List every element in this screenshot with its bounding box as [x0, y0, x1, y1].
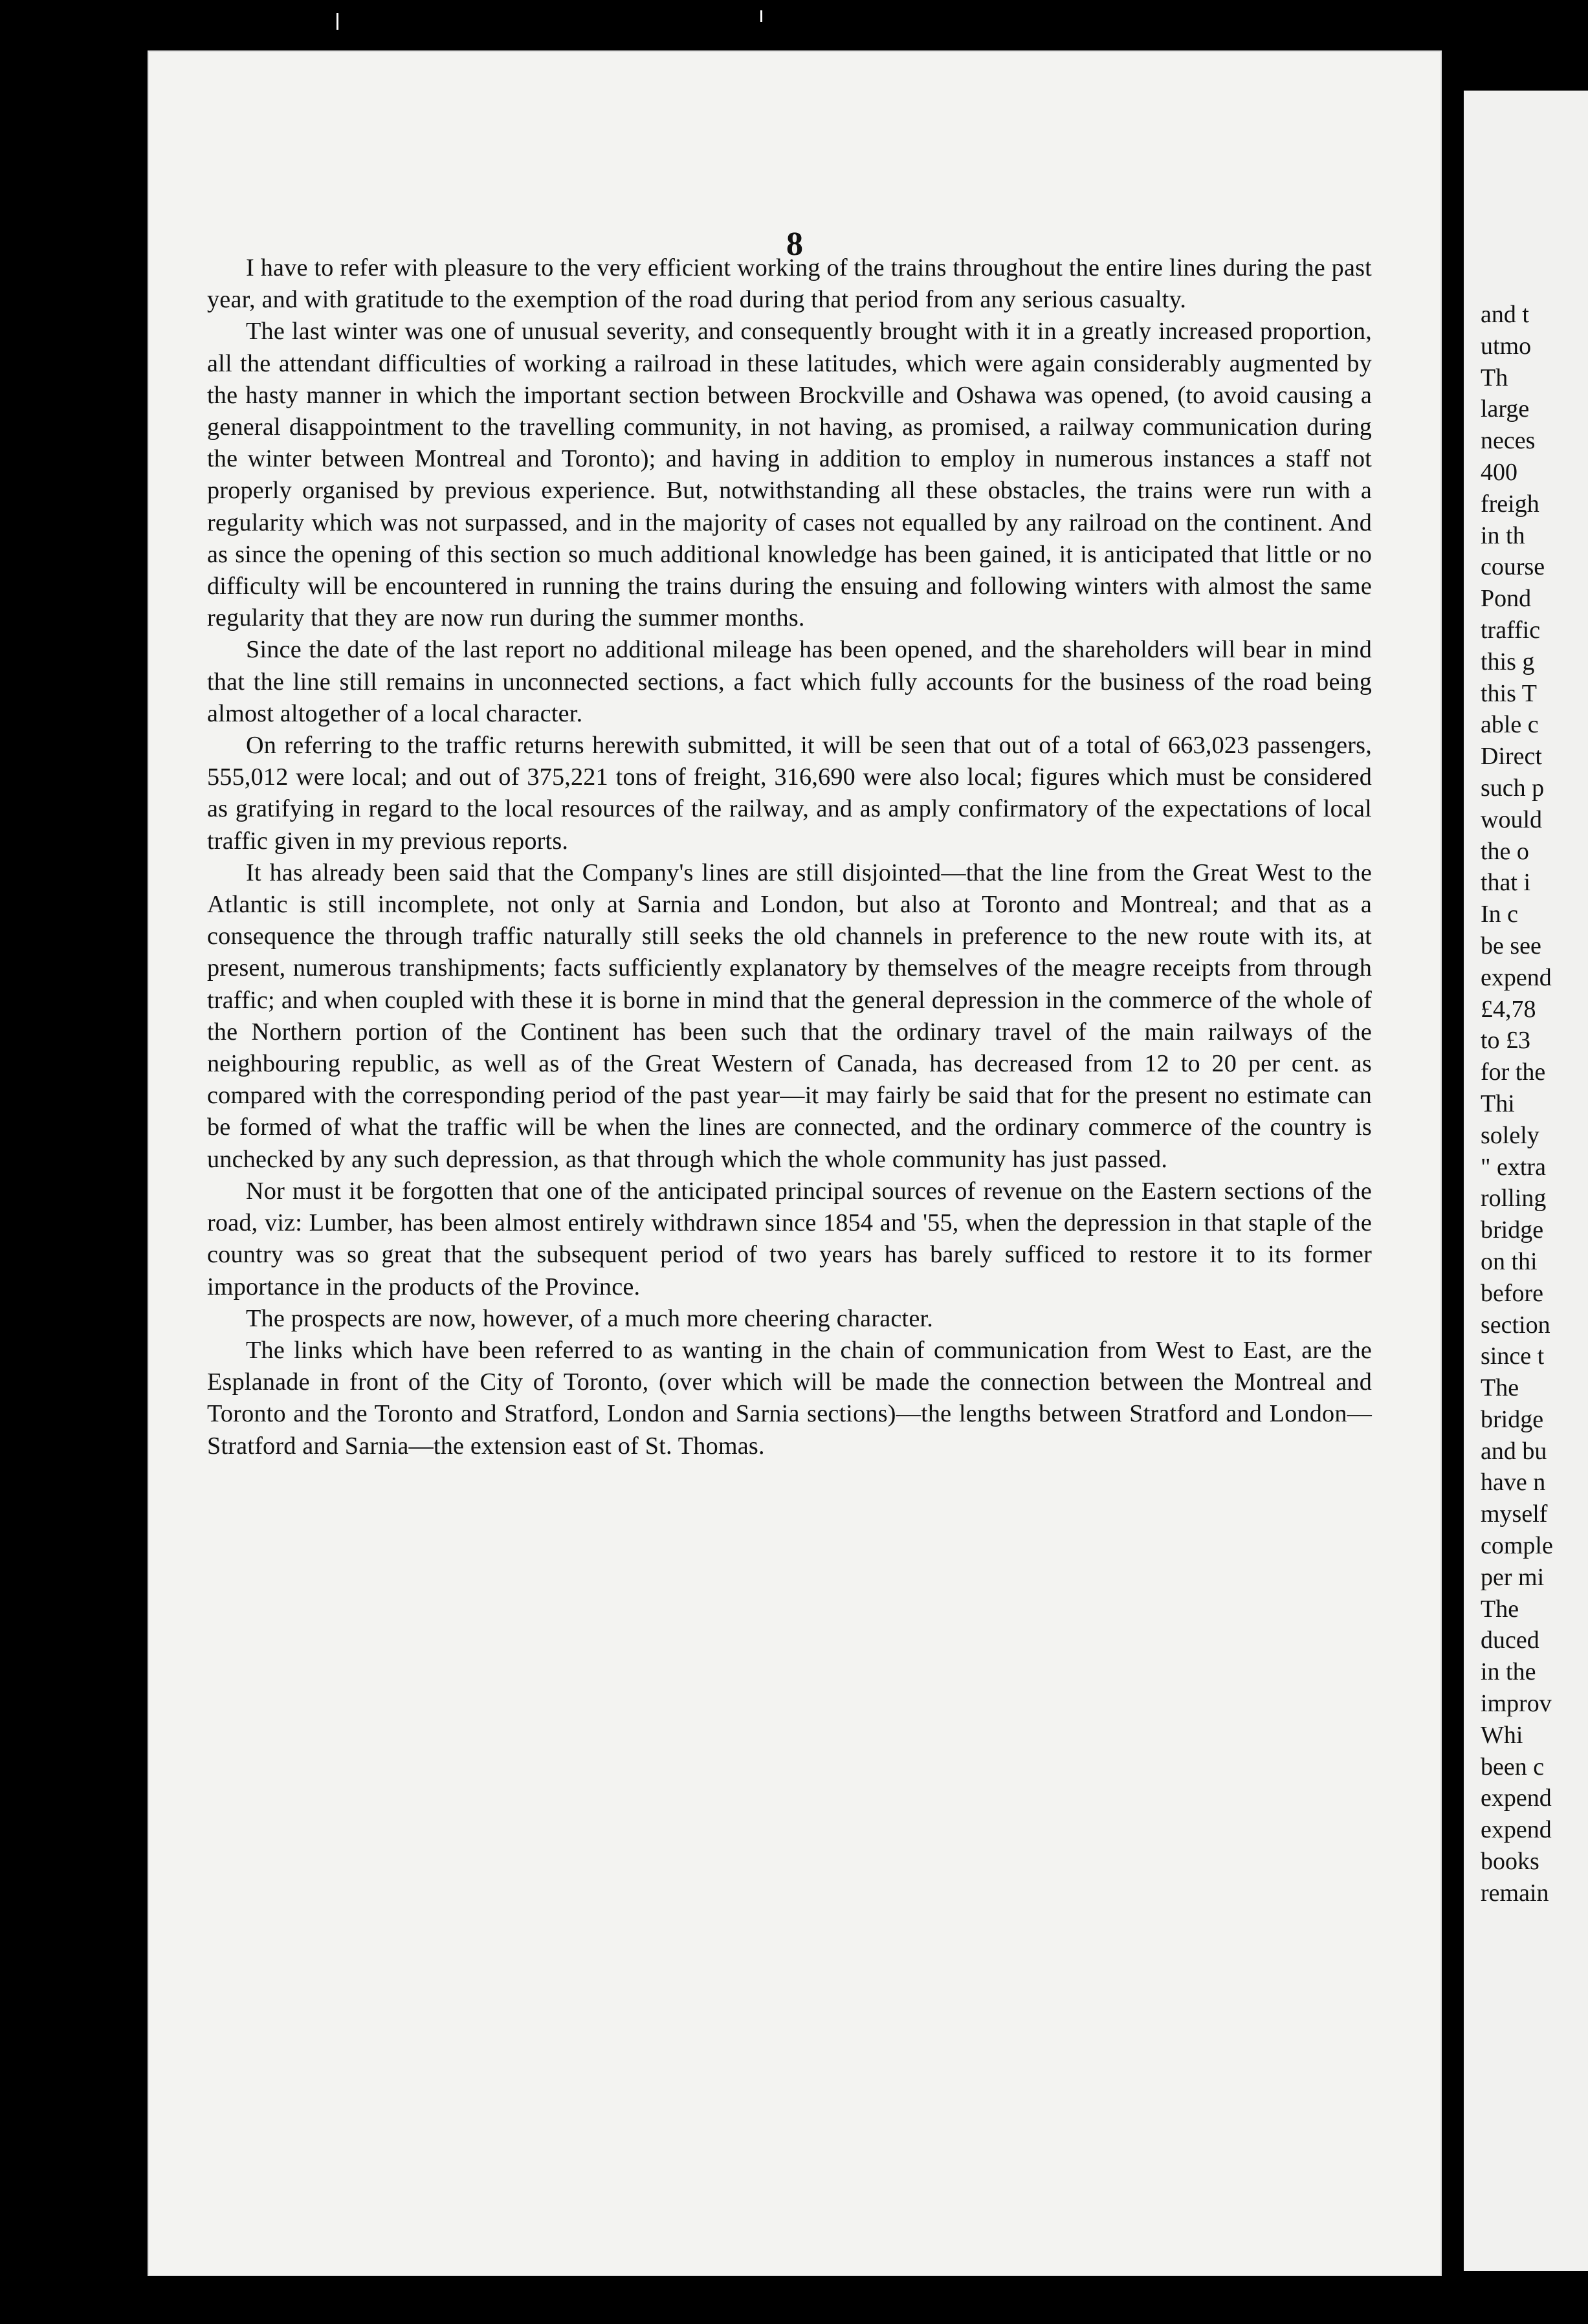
right-fragment: remain — [1481, 1879, 1549, 1907]
paragraph: The prospects are now, however, of a much more cheering character. — [246, 1304, 934, 1332]
paragraph: Nor must it be forgotten that one of the anticipated principal sources of revenue on the Eastern sections of the road, viz: Lumber, has been almost entirely withdrawn since 1854 and '55, when the depression in that staple of the country was so great that the subsequent period of two years has barely sufficed to restore it to its former importance in the products of the Province. — [207, 1177, 1372, 1300]
right-fragment: section — [1481, 1311, 1550, 1339]
right-fragment: utmo — [1481, 332, 1532, 360]
right-fragment: The — [1481, 1595, 1519, 1623]
body-text — [207, 252, 1372, 1462]
paragraph: The last winter was one of unusual severity, and consequently brought with it in a greatly increased proportion, all the attendant difficulties of working a railroad in these latitudes, which were again considerably augmented by the hasty manner in which the important section between Brockville and Oshawa was opened, (to avoid causing a general disappointment to the travelling community, in not having, as promised, a railway communication during the winter between Montreal and Toronto); and having in addition to employ in numerous instances a staff not properly organised by previous experience. But, notwithstanding all these obstacles, the trains were run with a regularity which was not surpassed, and in the majority of cases not equalled by any railroad on the continent. And as since the opening of this section so much additional knowledge has been gained, it is anticipated that little or no difficulty will be encountered in running the trains during the ensuing and following winters with almost the same regularity that they are now run during the summer months. — [207, 318, 1372, 632]
right-fragment: in the — [1481, 1658, 1536, 1686]
right-fragment: traffic — [1481, 616, 1541, 644]
paragraph: Since the date of the last report no additional mileage has been opened, and the shareholders will bear in mind that the line still remains in unconnected sections, a fact which fully accounts for the business of the road being almost altogether of a local character. — [207, 636, 1372, 727]
right-fragment: to £3 — [1481, 1027, 1531, 1055]
right-fragment: solely — [1481, 1121, 1539, 1149]
right-fragment: that i — [1481, 869, 1531, 897]
right-fragment: large — [1481, 395, 1530, 423]
right-fragment: duced — [1481, 1627, 1539, 1654]
right-fragment: freigh — [1481, 490, 1539, 518]
right-fragment: comple — [1481, 1532, 1553, 1560]
right-fragment: improv — [1481, 1690, 1552, 1718]
paragraph: On referring to the traffic returns herewith submitted, it will be seen that out of a total of 663,023 passengers, 555,012 were local; and out of 375,221 tons of freight, 316,690 were also local; figures which must be considered as gratifying in regard to the local resources of the railway, and as amply confirmatory of the expectations of local traffic given in my previous reports. — [207, 732, 1372, 855]
right-page-text — [1481, 299, 1553, 1909]
right-fragment: and t — [1481, 301, 1529, 328]
right-fragment: expend — [1481, 1816, 1552, 1844]
right-fragment: £4,78 — [1481, 995, 1536, 1023]
right-fragment: bridge — [1481, 1405, 1544, 1433]
right-fragment: rolling — [1481, 1185, 1547, 1212]
right-fragment: this g — [1481, 648, 1535, 675]
right-fragment: In c — [1481, 901, 1519, 928]
right-fragment: been c — [1481, 1753, 1545, 1781]
right-fragment: books — [1481, 1848, 1539, 1876]
film-mark — [760, 10, 762, 22]
film-mark — [336, 13, 338, 30]
right-fragment: the o — [1481, 837, 1529, 865]
right-fragment: bridge — [1481, 1216, 1544, 1244]
right-fragment: Pond — [1481, 585, 1532, 613]
right-fragment: The — [1481, 1374, 1519, 1402]
right-fragment: " extra — [1481, 1153, 1546, 1181]
paragraph: I have to refer with pleasure to the very efficient working of the trains throughout the entire lines during the past year, and with gratitude to the exemption of the road during that period from any serious casualty. — [207, 254, 1372, 314]
right-fragment: since t — [1481, 1343, 1545, 1370]
right-fragment: have n — [1481, 1469, 1546, 1496]
right-fragment: and bu — [1481, 1437, 1547, 1465]
right-fragment: expend — [1481, 1784, 1552, 1812]
right-fragment: Thi — [1481, 1090, 1515, 1117]
right-fragment: per mi — [1481, 1563, 1545, 1591]
right-fragment: be see — [1481, 932, 1541, 959]
right-fragment: in th — [1481, 521, 1525, 549]
paragraph: The links which have been referred to as wanting in the chain of communication from West to East, are the Esplanade in front of the City of Toronto, (over which will be made the connection between the Montreal and Toronto and the Toronto and Stratford, London and Sarnia sections)—the lengths between Stratford and London—Stratford and Sarnia—the extension east of St. Thomas. — [207, 1336, 1372, 1460]
page-number: 8 — [786, 226, 803, 263]
right-fragment: myself — [1481, 1500, 1548, 1528]
right-fragment: Whi — [1481, 1721, 1523, 1749]
right-fragment: expend — [1481, 963, 1552, 991]
right-fragment: course — [1481, 553, 1545, 581]
right-fragment: able c — [1481, 711, 1539, 739]
right-fragment: Direct — [1481, 743, 1542, 771]
right-fragment: 400 — [1481, 458, 1517, 486]
right-fragment: such p — [1481, 774, 1545, 802]
paragraph: It has already been said that the Company's lines are still disjointed—that the line from the Great West to the Atlantic is still incomplete, not only at Sarnia and London, but also at Toronto and Montreal; and that as a consequence the through traffic naturally still seeks the old channels in preference to the new route with its, at present, numerous transhipments; facts sufficiently explanatory by themselves of the meagre receipts from through traffic; and when coupled with these it is borne in mind that the general depression in the commerce of the whole of the Northern portion of the Continent has been such that the ordinary travel of the main railways of the neighbouring republic, as well as of the Great Western of Canada, has decreased from 12 to 20 per cent. as compared with the corresponding period of the past year—it may fairly be said that for the present no estimate can be formed of what the traffic will be when the lines are connected, and the ordinary commerce of the country is unchecked by any such depression, as that through which the whole community has just passed. — [207, 859, 1372, 1173]
right-fragment: on thi — [1481, 1247, 1538, 1275]
right-fragment: would — [1481, 806, 1542, 833]
right-fragment: before — [1481, 1279, 1544, 1307]
right-fragment: Th — [1481, 364, 1508, 391]
right-fragment: neces — [1481, 427, 1536, 455]
right-page — [1464, 91, 1588, 2271]
right-fragment: this T — [1481, 679, 1537, 707]
right-fragment: for the — [1481, 1058, 1546, 1086]
